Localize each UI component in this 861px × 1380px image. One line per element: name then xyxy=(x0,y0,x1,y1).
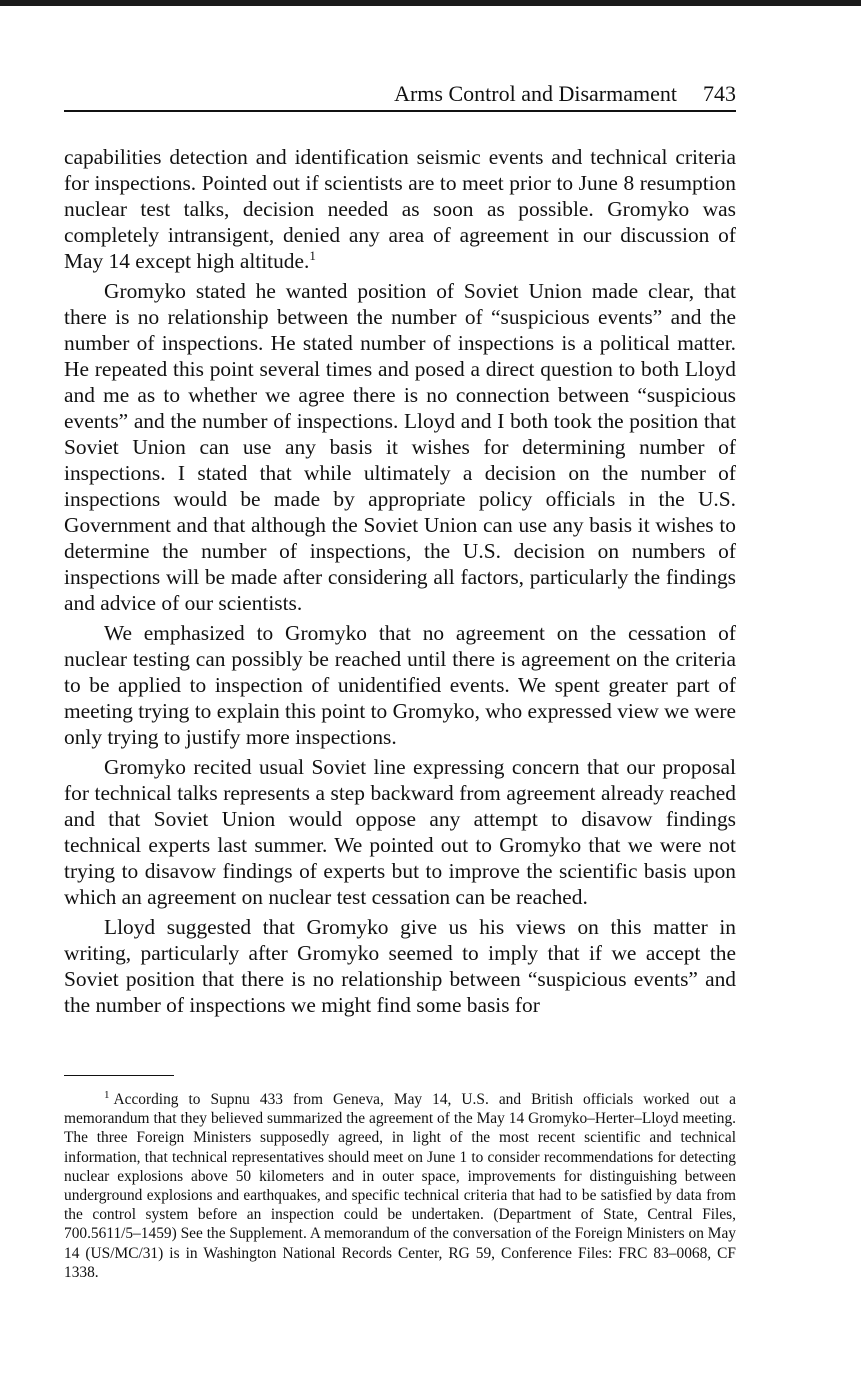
paragraph-5: Lloyd suggested that Gromyko give us his views on this matter in writing, particularly after Gromyko seemed to imply that if we accept the Soviet position that there is no relationship between “suspicious events” and the number of inspections we might find some basis for xyxy=(64,915,736,1017)
paragraph-2: Gromyko stated he wanted position of Soviet Union made clear, that there is no relationship between the number of “suspicious events” and the number of inspections. He stated number of inspections is a political matter. He repeated this point several times and posed a direct question to both Lloyd and me as to whether we agree there is no connection between “suspicious events” and the number of inspections. Lloyd and I both took the position that Soviet Union can use any basis it wishes for determining number of inspections. I stated that while ultimately a decision on the number of inspections would be made by appropriate policy officials in the U.S. Government and that although the Soviet Union can use any basis it wishes to determine the number of inspections, the U.S. decision on numbers of inspections will be made after considering all factors, particularly the findings and advice of our scientists. xyxy=(64,279,736,615)
running-title: Arms Control and Disarmament xyxy=(394,81,677,106)
paragraph-1-text: capabilities detection and identification seismic events and technical criteria for inspections. Pointed out if scientists are to meet prior to June 8 resumption nuclear test talks, decision needed as soon as possible. Gromyko was completely intransigent, denied any area of agreement in our discussion of May 14 except high altitude. xyxy=(64,145,736,273)
footnote-marker: 1 xyxy=(104,1088,110,1101)
footnote-rule xyxy=(64,1075,174,1076)
footnote-paragraph xyxy=(64,1090,736,1282)
footnote-reference: 1 xyxy=(309,247,316,263)
running-header xyxy=(64,80,736,108)
header-rule xyxy=(64,110,736,112)
paragraph-1 xyxy=(64,144,736,274)
scan-top-edge xyxy=(0,0,861,6)
footnote xyxy=(64,1090,736,1282)
body-text xyxy=(64,144,736,1022)
page-number: 743 xyxy=(703,81,736,106)
paragraph-4: Gromyko recited usual Soviet line expressing concern that our proposal for technical talks represents a step backward from agreement already reached and that Soviet Union would oppose any attempt to disavow findings technical experts last summer. We pointed out to Gromyko that we were not trying to disavow findings of experts but to improve the scientific basis upon which an agreement on nuclear test cessation can be reached. xyxy=(64,755,736,909)
paragraph-3: We emphasized to Gromyko that no agreement on the cessation of nuclear testing can possibly be reached until there is agreement on the criteria to be applied to inspection of unidentified events. We spent greater part of meeting trying to explain this point to Gromyko, who expressed view we were only trying to justify more inspections. xyxy=(64,621,736,749)
footnote-text: According to Supnu 433 from Geneva, May 14, U.S. and British officials worked out a memorandum that they believed summarized the agreement of the May 14 Gromyko–Herter–Lloyd meeting. The three Foreign Ministers supposedly agreed, in light of the most recent scientific and technical information, that technical representatives should meet on June 1 to consider recommendations for detecting nuclear explosions above 50 kilometers and in outer space, improvements for distinguishing between underground explosions and earthquakes, and specific technical criteria that had to be satisfied by data from the control system before an inspection could be undertaken. (Department of State, Central Files, 700.5611/5–1459) See the Supplement. A memorandum of the conversation of the Foreign Ministers on May 14 (US/MC/31) is in Washington National Records Center, RG 59, Conference Files: FRC 83–0068, CF 1338. xyxy=(64,1091,736,1281)
